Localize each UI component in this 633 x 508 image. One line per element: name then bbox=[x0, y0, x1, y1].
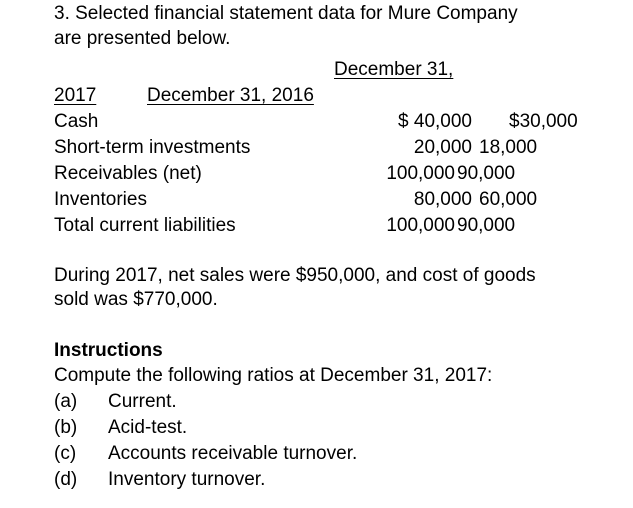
instruction-text-c: Accounts receivable turnover. bbox=[108, 443, 358, 464]
total-current-liabilities-2016-value: 90,000 bbox=[457, 215, 516, 236]
table-header-december-31-2016: December 31, 2016 bbox=[147, 85, 314, 106]
inventories-2016-value: 60,000 bbox=[479, 189, 538, 210]
receivables-2016-value: 90,000 bbox=[457, 163, 516, 184]
table-header-december-31: December 31, bbox=[334, 59, 454, 80]
row-label-receivables: Receivables (net) bbox=[54, 163, 202, 184]
instruction-letter-c: (c) bbox=[54, 443, 77, 464]
problem-title-line-1: 3. Selected financial statement data for Mure Company bbox=[54, 3, 518, 24]
short-term-investments-2016-value: 18,000 bbox=[479, 137, 538, 158]
total-current-liabilities-2017-value: 100,000 bbox=[386, 215, 455, 236]
row-label-short-term-investments: Short-term investments bbox=[54, 137, 251, 158]
row-label-cash: Cash bbox=[54, 111, 99, 132]
cash-2017-value: $ 40,000 bbox=[398, 111, 472, 132]
inventories-2017-value: 80,000 bbox=[413, 189, 472, 210]
table-header-2017: 2017 bbox=[54, 85, 97, 106]
instruction-text-a: Current. bbox=[108, 391, 177, 412]
instruction-letter-b: (b) bbox=[54, 417, 78, 438]
instruction-text-d: Inventory turnover. bbox=[108, 469, 266, 490]
cash-2016-value: $30,000 bbox=[509, 111, 578, 132]
short-term-investments-2017-value: 20,000 bbox=[413, 137, 472, 158]
row-label-inventories: Inventories bbox=[54, 189, 147, 210]
narrative-line-2: sold was $770,000. bbox=[54, 289, 218, 310]
instructions-intro: Compute the following ratios at December 31, 2017: bbox=[54, 365, 493, 386]
row-label-total-current-liabilities: Total current liabilities bbox=[54, 215, 236, 236]
instruction-text-b: Acid-test. bbox=[108, 417, 188, 438]
narrative-line-1: During 2017, net sales were $950,000, and cost of goods bbox=[54, 265, 536, 286]
problem-title-line-2: are presented below. bbox=[54, 28, 231, 49]
receivables-2017-value: 100,000 bbox=[386, 163, 455, 184]
instruction-letter-a: (a) bbox=[54, 391, 78, 412]
instruction-letter-d: (d) bbox=[54, 469, 78, 490]
instructions-heading: Instructions bbox=[54, 340, 163, 361]
